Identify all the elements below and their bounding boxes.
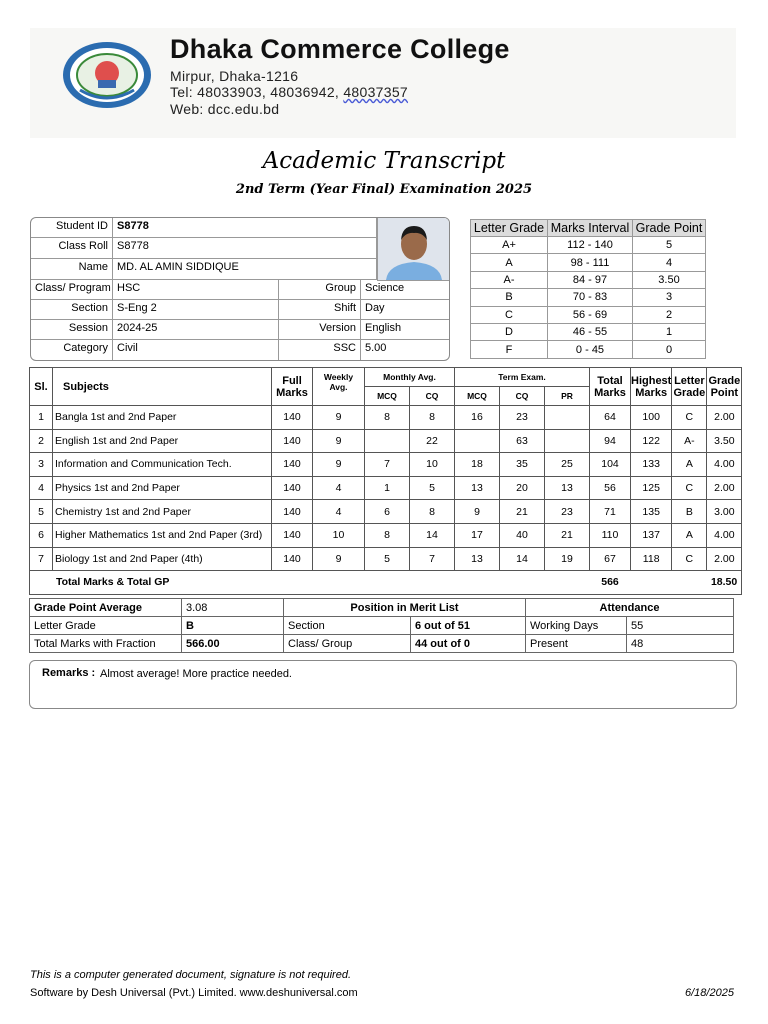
marks-cell-full: 140 — [272, 406, 313, 430]
marks-cell-highest: 125 — [631, 476, 672, 500]
marks-cell-gp: 4.00 — [707, 453, 742, 477]
grade-scale-row — [471, 341, 706, 358]
marks-cell-m-mcq: 8 — [365, 406, 410, 430]
full-marks-header-line1: Full — [282, 374, 302, 387]
marks-cell-highest: 133 — [631, 453, 672, 477]
marks-cell-m-mcq: 6 — [365, 500, 410, 524]
marks-cell-full: 140 — [272, 523, 313, 547]
marks-cell-total: 104 — [590, 453, 631, 477]
grade-scale-cell: 3.50 — [633, 271, 706, 288]
student-info-box — [30, 217, 450, 361]
marks-cell-t-cq: 20 — [500, 476, 545, 500]
summary-table — [29, 598, 734, 653]
marks-cell-full: 140 — [272, 453, 313, 477]
marks-cell-full: 140 — [272, 476, 313, 500]
class-roll-value: S8778 — [113, 238, 377, 259]
marks-cell-t-cq: 23 — [500, 406, 545, 430]
marks-cell-letter: A- — [672, 429, 707, 453]
marks-cell-total: 67 — [590, 547, 631, 571]
highest-marks-header-line1: Highest — [631, 374, 672, 387]
marks-cell-t-cq: 14 — [500, 547, 545, 571]
marks-cell-t-pr: 19 — [545, 547, 590, 571]
marks-cell-sl: 4 — [30, 476, 53, 500]
grade-point-header-line2: Point — [710, 386, 739, 399]
section-value: S-Eng 2 — [113, 300, 279, 320]
marks-cell-t-mcq: 13 — [455, 476, 500, 500]
marks-cell-t-mcq: 17 — [455, 523, 500, 547]
marks-cell-gp: 2.00 — [707, 406, 742, 430]
marks-cell-sl: 2 — [30, 429, 53, 453]
marks-cell-subject: Bangla 1st and 2nd Paper — [53, 406, 272, 430]
marks-cell-subject: Physics 1st and 2nd Paper — [53, 476, 272, 500]
marks-cell-t-pr — [545, 429, 590, 453]
marks-cell-m-mcq: 7 — [365, 453, 410, 477]
grade-point-header — [707, 368, 742, 406]
ssc-label: SSC — [279, 340, 361, 360]
marks-cell-full: 140 — [272, 429, 313, 453]
table-row — [30, 500, 742, 524]
grade-scale-cell: 0 - 45 — [548, 341, 633, 358]
grade-scale-cell: 98 - 111 — [548, 254, 633, 271]
marks-cell-m-mcq: 8 — [365, 523, 410, 547]
letter-grade-label: Letter Grade — [30, 617, 182, 635]
marks-cell-letter: B — [672, 500, 707, 524]
table-row — [30, 547, 742, 571]
marks-cell-m-cq: 7 — [410, 547, 455, 571]
table-row — [30, 523, 742, 547]
session-label: Session — [31, 320, 113, 340]
total-spacer — [631, 571, 672, 595]
phone-numbers: Tel: 48033903, 48036942, — [170, 84, 344, 100]
marks-cell-weekly: 9 — [313, 547, 365, 571]
grade-scale-cell: F — [471, 341, 548, 358]
total-gp-value: 18.50 — [707, 571, 742, 595]
marks-cell-m-cq: 8 — [410, 500, 455, 524]
table-row — [30, 406, 742, 430]
marks-cell-t-pr: 21 — [545, 523, 590, 547]
marks-cell-letter: C — [672, 476, 707, 500]
marks-cell-t-mcq — [455, 429, 500, 453]
marks-cell-full: 140 — [272, 500, 313, 524]
marks-cell-highest: 137 — [631, 523, 672, 547]
marks-cell-weekly: 9 — [313, 406, 365, 430]
fraction-value: 566.00 — [182, 635, 284, 653]
marks-cell-sl: 1 — [30, 406, 53, 430]
marks-cell-t-cq: 35 — [500, 453, 545, 477]
present-value: 48 — [627, 635, 734, 653]
marks-table — [29, 367, 742, 595]
marks-cell-t-cq: 63 — [500, 429, 545, 453]
marks-cell-weekly: 4 — [313, 476, 365, 500]
name-label: Name — [31, 259, 113, 280]
marks-cell-m-mcq: 1 — [365, 476, 410, 500]
marks-cell-subject: Biology 1st and 2nd Paper (4th) — [53, 547, 272, 571]
marks-cell-full: 140 — [272, 547, 313, 571]
marks-cell-t-cq: 21 — [500, 500, 545, 524]
category-value: Civil — [113, 340, 279, 360]
marks-cell-t-pr: 25 — [545, 453, 590, 477]
phone-last: 48037357 — [343, 84, 409, 100]
marks-cell-total: 71 — [590, 500, 631, 524]
marks-cell-weekly: 9 — [313, 429, 365, 453]
total-spacer — [672, 571, 707, 595]
grade-point-header-line1: Grade — [708, 374, 741, 387]
grade-scale-row — [471, 323, 706, 340]
merit-section-label: Section — [284, 617, 411, 635]
marks-cell-t-mcq: 13 — [455, 547, 500, 571]
letter-grade-header-line2: Grade — [673, 386, 706, 399]
attendance-title: Attendance — [526, 599, 734, 617]
marks-cell-sl: 7 — [30, 547, 53, 571]
program-value: HSC — [113, 280, 279, 300]
letter-grade-header — [672, 368, 707, 406]
category-label: Category — [31, 340, 113, 360]
marks-cell-t-mcq: 18 — [455, 453, 500, 477]
total-marks-value: 566 — [590, 571, 631, 595]
total-marks-header-line1: Total — [597, 374, 623, 387]
remarks-label: Remarks : — [42, 667, 96, 679]
marks-cell-m-cq: 14 — [410, 523, 455, 547]
grade-scale-row — [471, 237, 706, 254]
exam-subtitle: 2nd Term (Year Final) Examination 2025 — [235, 182, 533, 197]
marks-cell-weekly: 4 — [313, 500, 365, 524]
highest-marks-header — [631, 368, 672, 406]
grade-scale-header: Letter Grade — [471, 220, 548, 237]
marks-cell-m-cq: 10 — [410, 453, 455, 477]
weekly-avg-header — [313, 368, 365, 406]
grade-scale-cell: 84 - 97 — [548, 271, 633, 288]
marks-cell-highest: 100 — [631, 406, 672, 430]
grade-scale-cell: 112 - 140 — [548, 237, 633, 254]
marks-cell-subject: Chemistry 1st and 2nd Paper — [53, 500, 272, 524]
marks-cell-t-mcq: 9 — [455, 500, 500, 524]
remarks-text: Almost average! More practice needed. — [100, 668, 292, 680]
footer-note: This is a computer generated document, signature is not required. — [30, 969, 352, 981]
grade-scale-cell: A+ — [471, 237, 548, 254]
marks-cell-t-cq: 40 — [500, 523, 545, 547]
marks-cell-t-mcq: 16 — [455, 406, 500, 430]
marks-cell-letter: A — [672, 523, 707, 547]
monthly-cq-header: CQ — [410, 387, 455, 406]
term-pr-header: PR — [545, 387, 590, 406]
grade-scale-row — [471, 289, 706, 306]
present-label: Present — [526, 635, 627, 653]
college-website: Web: dcc.edu.bd — [170, 101, 280, 117]
grade-scale-row — [471, 306, 706, 323]
working-days-value: 55 — [627, 617, 734, 635]
college-address: Mirpur, Dhaka-1216 — [170, 68, 299, 84]
table-row — [30, 453, 742, 477]
marks-cell-weekly: 10 — [313, 523, 365, 547]
working-days-label: Working Days — [526, 617, 627, 635]
highest-marks-header-line2: Marks — [635, 386, 668, 399]
marks-cell-gp: 3.50 — [707, 429, 742, 453]
grade-scale-cell: A — [471, 254, 548, 271]
marks-cell-letter: C — [672, 547, 707, 571]
merit-group-value: 44 out of 0 — [411, 635, 526, 653]
grade-scale-cell: 3 — [633, 289, 706, 306]
total-label: Total Marks & Total GP — [30, 571, 590, 595]
marks-cell-total: 56 — [590, 476, 631, 500]
session-value: 2024-25 — [113, 320, 279, 340]
full-marks-header — [272, 368, 313, 406]
fraction-label: Total Marks with Fraction — [30, 635, 182, 653]
marks-cell-sl: 3 — [30, 453, 53, 477]
section-label: Section — [31, 300, 113, 320]
marks-cell-m-mcq — [365, 429, 410, 453]
version-label: Version — [279, 320, 361, 340]
table-row — [30, 429, 742, 453]
marks-cell-m-cq: 22 — [410, 429, 455, 453]
college-name: Dhaka Commerce College — [170, 34, 510, 64]
monthly-mcq-header: MCQ — [365, 387, 410, 406]
student-photo — [377, 218, 450, 281]
footer-software: Software by Desh Universal (Pvt.) Limited. www.deshuniversal.com — [30, 987, 358, 999]
grade-scale-cell: 1 — [633, 323, 706, 340]
grade-scale-table — [470, 219, 706, 359]
merit-title: Position in Merit List — [284, 599, 526, 617]
grade-scale-cell: 4 — [633, 254, 706, 271]
grade-scale-cell: C — [471, 306, 548, 323]
student-id-value: S8778 — [113, 218, 377, 238]
group-value: Science — [361, 280, 449, 300]
grade-scale-cell: 70 - 83 — [548, 289, 633, 306]
grade-scale-header: Grade Point — [633, 220, 706, 237]
total-marks-header-line2: Marks — [594, 386, 626, 399]
table-row — [30, 476, 742, 500]
grade-scale-row — [471, 271, 706, 288]
marks-cell-total: 110 — [590, 523, 631, 547]
grade-scale-cell: 56 - 69 — [548, 306, 633, 323]
weekly-avg-header-line1: Weekly — [323, 371, 354, 382]
marks-cell-gp: 2.00 — [707, 547, 742, 571]
marks-cell-m-cq: 8 — [410, 406, 455, 430]
program-label: Class/ Program — [31, 280, 113, 300]
college-logo-icon — [60, 40, 154, 110]
version-value: English — [361, 320, 449, 340]
marks-cell-sl: 6 — [30, 523, 53, 547]
marks-cell-gp: 4.00 — [707, 523, 742, 547]
subjects-header: Subjects — [53, 368, 272, 406]
merit-group-label: Class/ Group — [284, 635, 411, 653]
sl-header: Sl. — [30, 368, 53, 406]
monthly-avg-header: Monthly Avg. — [365, 368, 455, 387]
letter-grade-value: B — [182, 617, 284, 635]
letter-grade-header-line1: Letter — [674, 374, 705, 387]
grade-scale-cell: D — [471, 323, 548, 340]
marks-cell-t-pr — [545, 406, 590, 430]
grade-scale-cell: A- — [471, 271, 548, 288]
marks-cell-subject: English 1st and 2nd Paper — [53, 429, 272, 453]
group-label: Group — [279, 280, 361, 300]
grade-scale-cell: 5 — [633, 237, 706, 254]
class-roll-label: Class Roll — [31, 238, 113, 259]
marks-cell-highest: 135 — [631, 500, 672, 524]
marks-cell-total: 64 — [590, 406, 631, 430]
grade-scale-cell: 46 - 55 — [548, 323, 633, 340]
grade-scale-header: Marks Interval — [548, 220, 633, 237]
footer-date: 6/18/2025 — [685, 987, 734, 999]
shift-value: Day — [361, 300, 449, 320]
grade-scale-cell: 2 — [633, 306, 706, 323]
student-id-label: Student ID — [31, 218, 113, 238]
marks-cell-highest: 122 — [631, 429, 672, 453]
full-marks-header-line2: Marks — [276, 386, 308, 399]
term-cq-header: CQ — [500, 387, 545, 406]
marks-cell-weekly: 9 — [313, 453, 365, 477]
grade-scale-cell: B — [471, 289, 548, 306]
term-mcq-header: MCQ — [455, 387, 500, 406]
marks-cell-gp: 2.00 — [707, 476, 742, 500]
ssc-value: 5.00 — [365, 342, 387, 354]
college-phone — [170, 84, 408, 100]
marks-cell-m-cq: 5 — [410, 476, 455, 500]
marks-cell-letter: A — [672, 453, 707, 477]
term-exam-header: Term Exam. — [455, 368, 590, 387]
marks-cell-gp: 3.00 — [707, 500, 742, 524]
marks-cell-subject: Higher Mathematics 1st and 2nd Paper (3rd) — [53, 523, 272, 547]
marks-cell-subject: Information and Communication Tech. — [53, 453, 272, 477]
marks-cell-total: 94 — [590, 429, 631, 453]
marks-cell-m-mcq: 5 — [365, 547, 410, 571]
marks-cell-letter: C — [672, 406, 707, 430]
shift-label: Shift — [279, 300, 361, 320]
grade-scale-row — [471, 254, 706, 271]
marks-cell-t-pr: 13 — [545, 476, 590, 500]
marks-cell-sl: 5 — [30, 500, 53, 524]
name-value: MD. AL AMIN SIDDIQUE — [113, 259, 377, 280]
marks-cell-highest: 118 — [631, 547, 672, 571]
merit-section-value: 6 out of 51 — [411, 617, 526, 635]
total-marks-header — [590, 368, 631, 406]
document-title: Academic Transcript — [262, 148, 506, 174]
gpa-value: 3.08 — [182, 599, 284, 617]
weekly-avg-header-line2: Avg. — [329, 381, 348, 392]
gpa-label: Grade Point Average — [30, 599, 182, 617]
grade-scale-cell: 0 — [633, 341, 706, 358]
marks-cell-t-pr: 23 — [545, 500, 590, 524]
